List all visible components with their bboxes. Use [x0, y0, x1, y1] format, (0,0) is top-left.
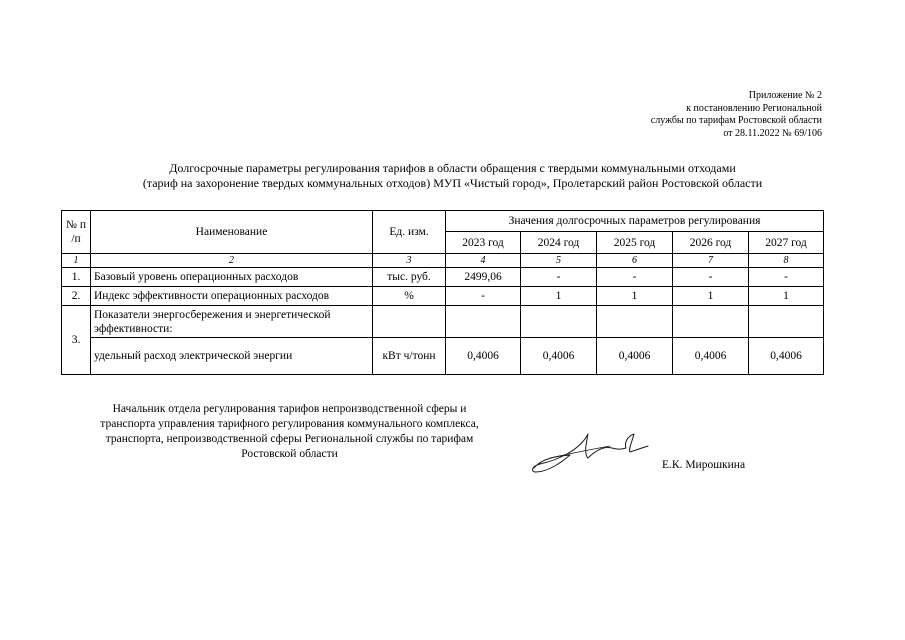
signatory-position [62, 402, 517, 462]
row-unit: тыс. руб. [373, 268, 446, 287]
appendix-line-1: Приложение № 2 [748, 90, 822, 101]
position-line-3: транспорта, непроизводственной сферы Региональной службы по тарифам [105, 433, 474, 445]
row-value: 1 [673, 287, 749, 306]
row-num: 2. [62, 287, 91, 306]
handwritten-signature [528, 428, 653, 478]
header-unit: Ед. изм. [373, 211, 446, 254]
empty-cell [597, 306, 673, 338]
row-value: 0,4006 [749, 338, 824, 375]
parameters-table [61, 210, 824, 375]
empty-cell [521, 306, 597, 338]
row-name: Базовый уровень операционных расходов [91, 268, 373, 287]
row-unit: кВт ч/тонн [373, 338, 446, 375]
header-year: 2026 год [673, 232, 749, 254]
appendix-line-3: службы по тарифам Ростовской области [650, 115, 822, 126]
position-line-1: Начальник отдела регулирования тарифов непроизводственной сферы и [112, 403, 467, 415]
row-value: 1 [521, 287, 597, 306]
row-value: - [597, 268, 673, 287]
header-row-1 [62, 211, 824, 232]
header-year: 2025 год [597, 232, 673, 254]
row-num: 3. [62, 306, 91, 375]
appendix-line-4: от 28.11.2022 № 69/106 [723, 127, 822, 139]
column-number: 8 [749, 254, 824, 268]
header-year: 2023 год [446, 232, 521, 254]
column-number: 6 [597, 254, 673, 268]
table-row [62, 338, 824, 375]
row-value: 0,4006 [446, 338, 521, 375]
row-group-name: Показатели энергосбережения и энергетической эффективности: [91, 306, 373, 338]
column-number: 1 [62, 254, 91, 268]
row-value: - [446, 287, 521, 306]
table-row [62, 287, 824, 306]
empty-cell [373, 306, 446, 338]
row-value: 0,4006 [673, 338, 749, 375]
row-value: - [749, 268, 824, 287]
table-row [62, 268, 824, 287]
header-values-group: Значения долгосрочных параметров регулирования [446, 211, 824, 232]
empty-cell [673, 306, 749, 338]
appendix-note [651, 90, 822, 140]
row-num: 1. [62, 268, 91, 287]
row-value: 0,4006 [597, 338, 673, 375]
row-value: 1 [749, 287, 824, 306]
row-value: 1 [597, 287, 673, 306]
position-line-4: Ростовской области [241, 448, 338, 460]
header-year: 2027 год [749, 232, 824, 254]
header-year: 2024 год [521, 232, 597, 254]
column-number: 5 [521, 254, 597, 268]
row-value: 2499,06 [446, 268, 521, 287]
column-number: 7 [673, 254, 749, 268]
signer-name: Е.К. Мирошкина [662, 459, 746, 471]
column-number: 4 [446, 254, 521, 268]
header-name: Наименование [91, 211, 373, 254]
appendix-line-2: к постановлению Региональной [686, 102, 822, 114]
table-row-group [62, 306, 824, 338]
position-line-2: транспорта управления тарифного регулирования коммунального комплекса, [100, 418, 479, 430]
column-numbers-row [62, 254, 824, 268]
header-num: № п /п [62, 211, 91, 254]
row-value: - [521, 268, 597, 287]
title-line-1: Долгосрочные параметры регулирования тарифов в области обращения с твердыми коммунальными отходами [169, 161, 736, 175]
column-number: 2 [91, 254, 373, 268]
document-title [0, 161, 905, 191]
row-value: 0,4006 [521, 338, 597, 375]
row-unit: % [373, 287, 446, 306]
row-name: Индекс эффективности операционных расходов [91, 287, 373, 306]
empty-cell [749, 306, 824, 338]
empty-cell [446, 306, 521, 338]
row-name: удельный расход электрической энергии [91, 338, 373, 375]
title-line-2: (тариф на захоронение твердых коммунальных отходов) МУП «Чистый город», Пролетарский район Ростовской области [142, 176, 763, 190]
column-number: 3 [373, 254, 446, 268]
row-value: - [673, 268, 749, 287]
